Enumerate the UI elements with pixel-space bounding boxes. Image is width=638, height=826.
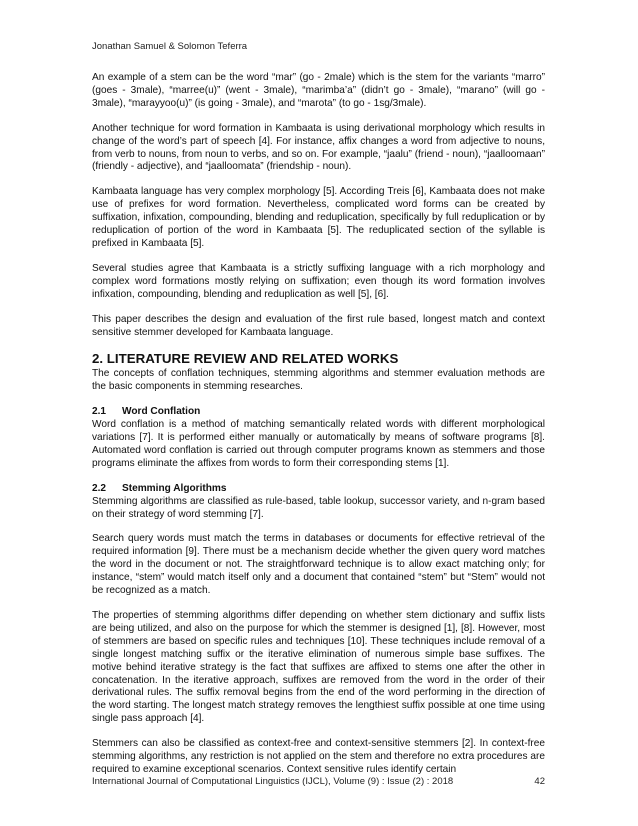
page-body [92,72,545,789]
section-heading: 2. LITERATURE REVIEW AND RELATED WORKS [92,351,399,367]
subsection-heading [92,483,545,496]
paragraph: This paper describes the design and evaluation of the first rule based, longest match and context sensitive stemmer developed for Kambaata language. [92,313,545,338]
subsection-title: Stemming Algorithms [122,482,227,494]
paragraph: Word conflation is a method of matching semantically related words with different morphological variations [7]. It is performed either manually or automatically by means of software programs [8]. Automated word conflation is carried out through computer programs known as stemmers and those programs eliminate the affixes from words to form their corresponding stems [1]. [92,419,545,469]
paragraph: Kambaata language has very complex morphology [5]. According Treis [6], Kambaata does not make use of prefixes for word formation. Nevertheless, complicated word forms can be created by suffixation, infixation, compounding, blending and reduplication, specifically by full reduplication or by reduplication of portion of the word in Kambaata [5]. The reduplicated section of the syllable is prefixed in Kambaata [5]. [92,186,545,249]
subsection-heading [92,406,545,419]
paragraph: Stemming algorithms are classified as rule-based, table lookup, successor variety, and n-gram based on their strategy of word stemming [7]. [92,495,545,520]
running-footer [92,776,545,787]
subsection-number: 2.1 [92,406,107,418]
paragraph: Several studies agree that Kambaata is a strictly suffixing language with a rich morphology and complex word formations mostly relying on suffixation; even though its word formation involves infixation, compounding, blending and reduplication as well [5], [6]. [92,262,545,300]
paragraph: The properties of stemming algorithms differ depending on whether stem dictionary and suffix lists are being utilized, and also on the purpose for which the stemmer is designed [1], [8]. However, most of stemmers are based on specific rules and techniques [10]. These techniques include removal of a single longest matching suffix or the iterative elimination of numerous simple base suffixes. The motive behind iterative strategy is the fact that suffixes are affixed to stems one after the other in concatenation. In the iterative approach, suffixes are removed from the word in the order of their derivational rules. The suffix removal begins from the end of the word performing in the direction of the word starting. The longest match strategy removes the lengthiest suffix possible at one time using single pass approach [4]. [92,610,545,725]
paragraph: Another technique for word formation in Kambaata is using derivational morphology which results in change of the word’s part of speech [4]. For instance, affix changes a word from adjective to nouns, from verb to nouns, from noun to verbs, and so on. For example, “jaalu” (friend - noun), “jaalloomaan” (friendly - adjective), and “jaalloomata” (friendship - noun). [92,122,545,173]
subsection-title: Word Conflation [122,406,201,418]
paragraph: Search query words must match the terms in databases or documents for effective retrieval of the required information [9]. There must be a mechanism decide whether the given query word matches the word in the document or not. The straightforward technique is to allow exact matching only; for instance, “stem” would match itself only and a document that contained “stem” but “Stem” would not be recognized as a match. [92,533,545,597]
journal-citation: International Journal of Computational Linguistics (IJCL), Volume (9) : Issue (2) : 2018 [92,776,454,787]
paragraph: Stemmers can also be classified as context-free and context-sensitive stemmers [2]. In context-free stemming algorithms, any restriction is not applied on the stem and therefore no extra procedures are required to examine exceptional scenarios. Context sensitive rules identify certain [92,738,545,775]
page-number: 42 [534,776,545,787]
paragraph: The concepts of conflation techniques, stemming algorithms and stemmer evaluation methods are the basic components in stemming researches. [92,368,545,393]
paragraph: An example of a stem can be the word “mar” (go - 2male) which is the stem for the variants “marro” (goes - 3male), “marree(u)” (went - 3male), “marimba’a” (didn’t go - 3male), “marano” (will go - 3male), “marayyoo(u)” (is going - 3male), and “marota” (to go - 1sg/3male). [92,72,545,109]
subsection-number: 2.2 [92,482,107,494]
running-header: Jonathan Samuel & Solomon Teferra [92,41,248,52]
